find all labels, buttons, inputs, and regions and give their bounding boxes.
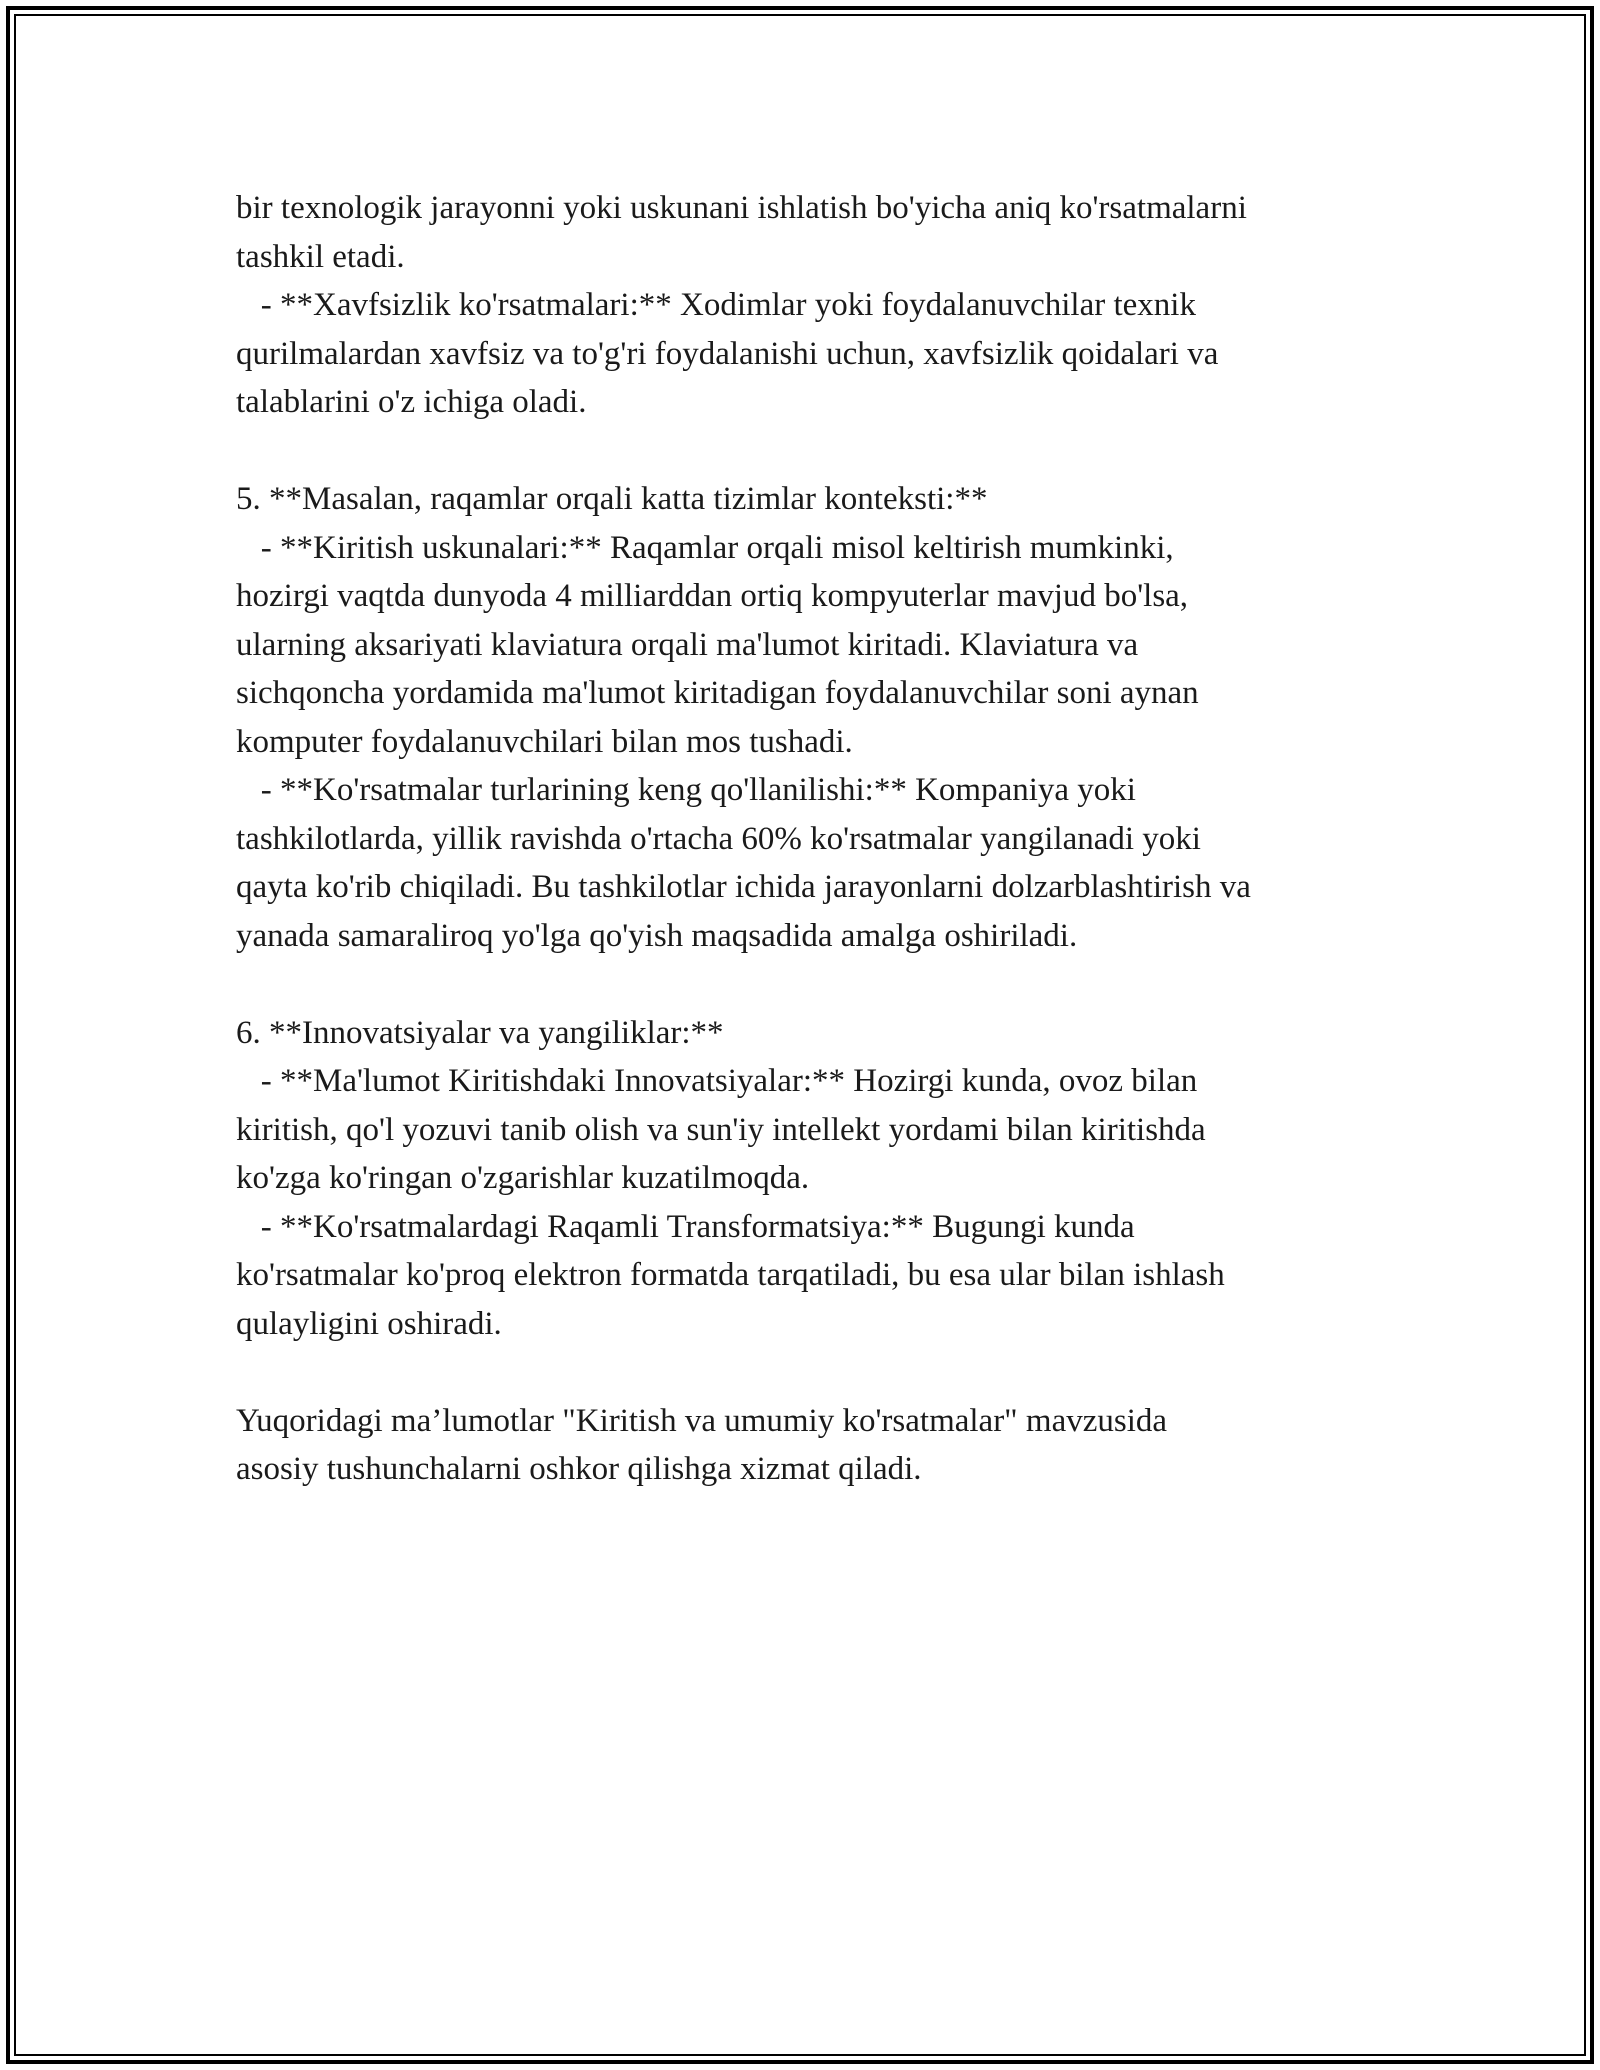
text-line: qulayligini oshiradi. — [236, 1305, 502, 1342]
section-heading: 6. **Innovatsiyalar va yangiliklar:** — [236, 1014, 724, 1051]
text-line: - **Xavfsizlik ko'rsatmalari:** Xodimlar yoki foydalanuvchilar texnik — [236, 287, 1196, 323]
text-line: ko'zga ko'ringan o'zgarishlar kuzatilmoqda. — [236, 1160, 810, 1196]
text-line: kiritish, qo'l yozuvi tanib olish va sun'iy intellekt yordami bilan kiritishda — [236, 1111, 1206, 1148]
text-line: ko'rsatmalar ko'proq elektron formatda tarqatiladi, bu esa ular bilan ishlash — [236, 1257, 1225, 1293]
paragraph-section-6 — [236, 1009, 1396, 1349]
text-line: - **Kiritish uskunalari:** Raqamlar orqali misol keltirish mumkinki, — [236, 529, 1174, 566]
text-line: - **Ma'lumot Kiritishdaki Innovatsiyalar:** Hozirgi kunda, ovoz bilan — [236, 1063, 1198, 1099]
text-line: ularning aksariyati klaviatura orqali ma'lumot kiritadi. Klaviatura va — [236, 626, 1139, 663]
paragraph-conclusion — [236, 1397, 1396, 1494]
paragraph-section-5 — [236, 475, 1396, 960]
paragraph-spacer — [236, 427, 1396, 476]
text-line: yanada samaraliroq yo'lga qo'yish maqsadida amalga oshiriladi. — [236, 917, 1078, 954]
text-line: tashkilotlarda, yillik ravishda o'rtacha 60% ko'rsatmalar yangilanadi yoki — [236, 820, 1201, 857]
document-body — [236, 184, 1396, 1494]
text-line: - **Ko'rsatmalardagi Raqamli Transformatsiya:** Bugungi kunda — [236, 1208, 1135, 1245]
text-line: tashkil etadi. — [236, 238, 405, 275]
paragraph-spacer — [236, 960, 1396, 1009]
text-line: qurilmalardan xavfsiz va to'g'ri foydalanishi uchun, xavfsizlik qoidalari va — [236, 335, 1219, 372]
text-line: sichqoncha yordamida ma'lumot kiritadigan foydalanuvchilar soni aynan — [236, 675, 1199, 711]
section-heading: 5. **Masalan, raqamlar orqali katta tizimlar konteksti:** — [236, 481, 988, 517]
text-line: hozirgi vaqtda dunyoda 4 milliarddan ortiq kompyuterlar mavjud bo'lsa, — [236, 578, 1189, 614]
text-line: bir texnologik jarayonni yoki uskunani ishlatish bo'yicha aniq ko'rsatmalarni — [236, 190, 1247, 226]
paragraph-intro — [236, 184, 1396, 427]
text-line: talablarini o'z ichiga oladi. — [236, 384, 587, 420]
text-line: - **Ko'rsatmalar turlarining keng qo'llanilishi:** Kompaniya yoki — [236, 772, 1136, 808]
text-line: komputer foydalanuvchilari bilan mos tushadi. — [236, 723, 853, 760]
text-line: qayta ko'rib chiqiladi. Bu tashkilotlar ichida jarayonlarni dolzarblashtirish va — [236, 869, 1251, 905]
text-line: Yuqoridagi ma’lumotlar "Kiritish va umumiy ko'rsatmalar" mavzusida — [236, 1402, 1168, 1439]
paragraph-spacer — [236, 1348, 1396, 1397]
text-line: asosiy tushunchalarni oshkor qilishga xizmat qiladi. — [236, 1451, 922, 1487]
